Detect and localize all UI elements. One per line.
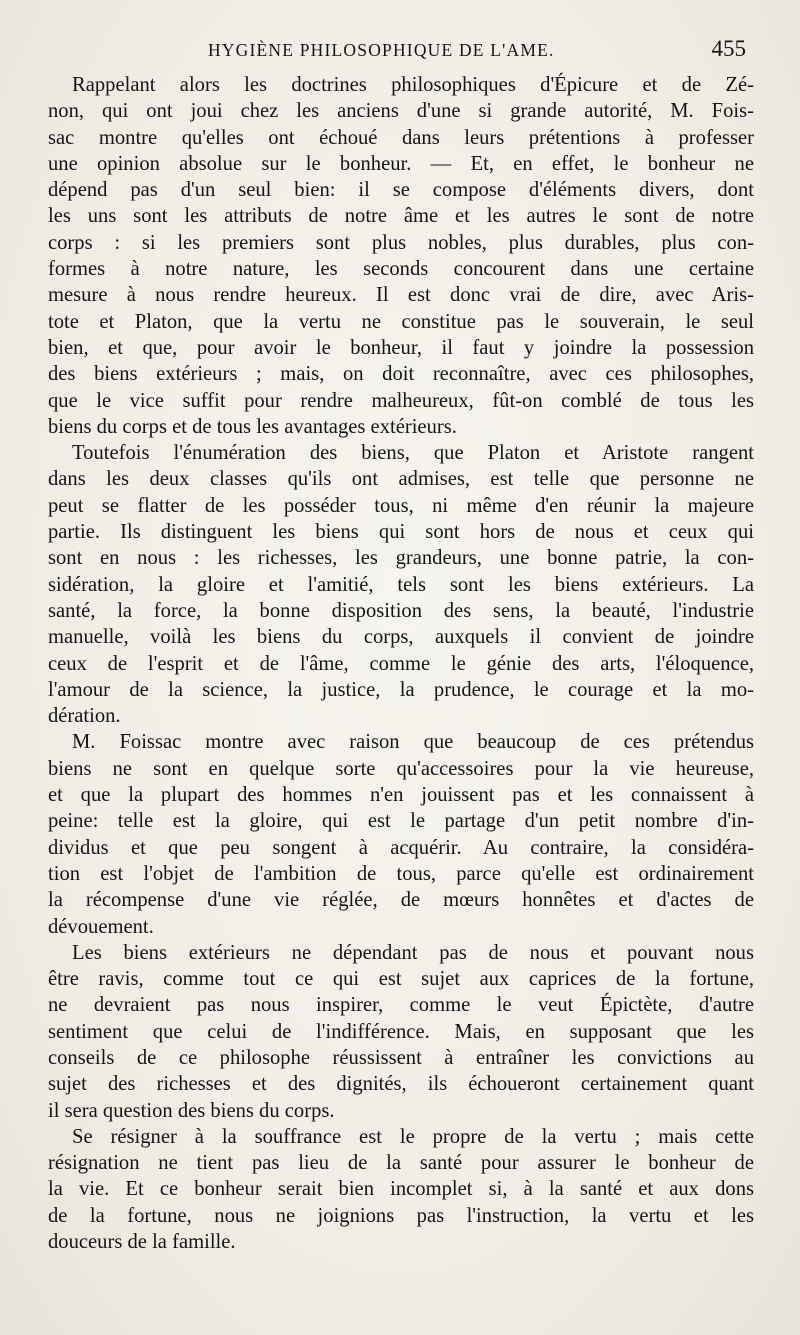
paragraph: [48, 72, 754, 440]
text-line: tote et Platon, que la vertu ne constitue pas le souverain, le seul: [48, 310, 754, 333]
text-line: dépend pas d'un seul bien: il se compose d'éléments divers, dont: [48, 179, 754, 202]
text-line: les uns sont les attributs de notre âme et les autres le sont de notre: [48, 205, 754, 228]
text-line: peut se flatter de les posséder tous, ni même d'en réunir la majeure: [48, 494, 754, 517]
text-line: sont en nous : les richesses, les grandeurs, une bonne patrie, la con-: [48, 547, 754, 570]
text-line: résignation ne tient pas lieu de la santé pour assurer le bonheur de: [48, 1152, 754, 1175]
body-text: [48, 72, 754, 1255]
text-line: sidération, la gloire et l'amitié, tels sont les biens extérieurs. La: [48, 573, 754, 596]
paragraph: [48, 940, 754, 1124]
text-line: mesure à nous rendre heureux. Il est donc vrai de dire, avec Aris-: [48, 284, 754, 307]
text-line: une opinion absolue sur le bonheur. — Et, en effet, le bonheur ne: [48, 152, 754, 175]
text-line: être ravis, comme tout ce qui est sujet aux caprices de la fortune,: [48, 968, 754, 991]
text-line: peine: telle est la gloire, qui est le partage d'un petit nombre d'in-: [48, 810, 754, 833]
text-line: ne devraient pas nous inspirer, comme le veut Épictète, d'autre: [48, 994, 754, 1017]
text-line: que le vice suffit pour rendre malheureux, fût-on comblé de tous les: [48, 389, 754, 412]
text-line: partie. Ils distinguent les biens qui sont hors de nous et ceux qui: [48, 521, 754, 544]
text-line: biens ne sont en quelque sorte qu'accessoires pour la vie heureuse,: [48, 757, 754, 780]
text-line: douceurs de la famille.: [48, 1231, 236, 1254]
text-line: dans les deux classes qu'ils ont admises, est telle que personne ne: [48, 468, 754, 491]
text-line: manuelle, voilà les biens du corps, auxquels il convient de joindre: [48, 626, 754, 649]
text-line: l'amour de la science, la justice, la prudence, le courage et la mo-: [48, 678, 754, 701]
text-line: sujet des richesses et des dignités, ils échoueront certainement quant: [48, 1073, 754, 1096]
text-line: ceux de l'esprit et de l'âme, comme le génie des arts, l'éloquence,: [48, 652, 754, 675]
text-line: dividus et que peu songent à acquérir. Au contraire, la considéra-: [48, 836, 754, 859]
paragraph: [48, 440, 754, 729]
text-line: il sera question des biens du corps.: [48, 1099, 335, 1122]
text-line: et que la plupart des hommes n'en jouissent pas et les connaissent à: [48, 784, 754, 807]
text-line: Se résigner à la souffrance est le propre de la vertu ; mais cette: [72, 1125, 754, 1148]
text-line: la vie. Et ce bonheur serait bien incomplet si, à la santé et aux dons: [48, 1178, 754, 1201]
text-line: sentiment que celui de l'indifférence. Mais, en supposant que les: [48, 1020, 754, 1043]
text-line: Toutefois l'énumération des biens, que Platon et Aristote rangent: [72, 442, 754, 465]
paragraph: [48, 1124, 754, 1255]
text-line: M. Foissac montre avec raison que beaucoup de ces prétendus: [72, 731, 754, 754]
text-line: formes à notre nature, les seconds concourent dans une certaine: [48, 258, 754, 281]
page-header: [48, 36, 752, 68]
text-line: non, qui ont joui chez les anciens d'une si grande autorité, M. Fois-: [48, 100, 754, 123]
text-line: Rappelant alors les doctrines philosophiques d'Épicure et de Zé-: [72, 74, 754, 96]
text-line: tion est l'objet de l'ambition de tous, parce qu'elle est ordinairement: [48, 862, 754, 885]
text-line: santé, la force, la bonne disposition des sens, la beauté, l'industrie: [48, 599, 754, 622]
text-line: de la fortune, nous ne joignions pas l'instruction, la vertu et les: [48, 1204, 754, 1227]
text-line: sac montre qu'elles ont échoué dans leurs prétentions à professer: [48, 126, 754, 149]
text-line: dération.: [48, 705, 121, 728]
paragraph: [48, 729, 754, 939]
text-line: des biens extérieurs ; mais, on doit reconnaître, avec ces philosophes,: [48, 363, 754, 386]
text-line: dévouement.: [48, 915, 154, 938]
text-line: bien, et que, pour avoir le bonheur, il faut y joindre la possession: [48, 336, 754, 359]
page-number: 455: [711, 36, 746, 61]
text-line: la récompense d'une vie réglée, de mœurs honnêtes et d'actes de: [48, 889, 754, 912]
text-line: Les biens extérieurs ne dépendant pas de nous et pouvant nous: [72, 941, 754, 964]
text-line: corps : si les premiers sont plus nobles, plus durables, plus con-: [48, 231, 754, 254]
running-title: HYGIÈNE PHILOSOPHIQUE DE L'AME.: [208, 40, 555, 60]
text-line: conseils de ce philosophe réussissent à entraîner les convictions au: [48, 1046, 754, 1069]
text-line: biens du corps et de tous les avantages extérieurs.: [48, 415, 457, 438]
